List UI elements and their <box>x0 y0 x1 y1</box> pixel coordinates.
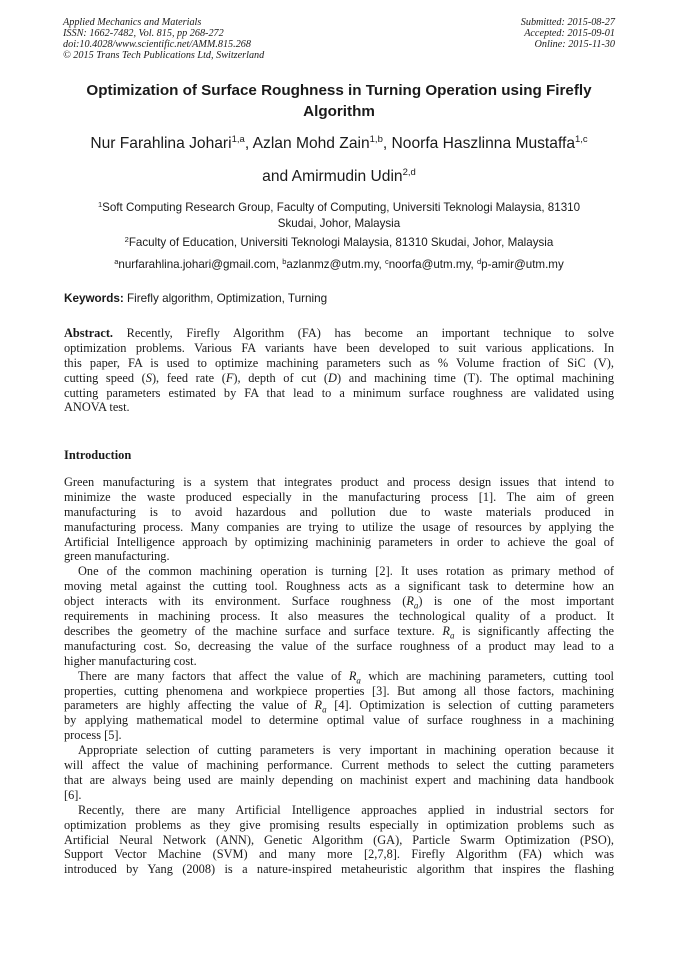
keywords-text: Firefly algorithm, Optimization, Turning <box>127 292 328 305</box>
journal-copyright: © 2015 Trans Tech Publications Ltd, Switzerland <box>63 50 265 61</box>
body-line: green manufacturing. <box>64 549 170 564</box>
body-line: Appropriate selection of cutting parameters is very important in machining operation because it <box>78 743 614 758</box>
affiliation-mark: 1 <box>97 200 103 209</box>
body-line: ) is one of the most important <box>418 594 614 609</box>
author-affiliation-mark: 1,b <box>369 134 383 145</box>
keywords <box>64 291 614 307</box>
body-line: [4]. Optimization is selection of cutting parameters <box>326 698 614 713</box>
paper-title: Optimization of Surface Roughness in Turning Operation using Firefly Algorithm <box>86 82 592 120</box>
author-name: Nur Farahlina Johari <box>90 135 232 152</box>
body-line: One of the common machining operation is turning [2]. It uses rotation as primary method of <box>78 564 614 579</box>
body-line: Artificial Neural Network (ANN), Genetic Algorithm (GA), Particle Swarm Optimization (PSO), <box>64 832 614 847</box>
submitted-date: Submitted: 2015-08-27 <box>520 17 615 28</box>
accepted-date: Accepted: 2015-09-01 <box>524 28 615 39</box>
email-mark: b <box>282 257 287 266</box>
author-name: Azlan Mohd Zain <box>252 135 370 152</box>
body-line: by applying mathematical model to determine optimal value of surface roughness in a machining <box>64 713 614 728</box>
affiliation-text: Skudai, Johor, Malaysia <box>277 217 401 230</box>
symbol: S <box>145 370 152 385</box>
affiliation-2 <box>64 235 614 251</box>
symbol: R <box>442 623 450 638</box>
symbol: F <box>225 370 234 385</box>
email-link[interactable]: noorfa@utm.my <box>388 258 471 271</box>
abstract-label: Abstract. <box>64 326 114 340</box>
abstract-text: Recently, Firefly Algorithm (FA) has become an important technique to solve <box>126 326 614 340</box>
symbol: R <box>314 698 323 713</box>
body-line: higher manufacturing cost. <box>64 653 197 668</box>
body-line: is significantly affecting the <box>454 623 614 638</box>
body-line: manufacturing is to avoid hazardous and pollution due to waste materials produced in <box>64 504 614 519</box>
body-line: will affect the value of machining performance. Current methods to select the cutting parameters <box>64 758 614 773</box>
body-line: that are always being used are mainly depending on machinist expert and machining data handbook <box>64 772 614 787</box>
submission-dates <box>521 17 615 50</box>
journal-name: Applied Mechanics and Materials <box>63 17 202 28</box>
intro-paragraph-3 <box>64 669 614 743</box>
author-affiliation-mark: 2,d <box>402 167 416 178</box>
journal-header <box>63 17 264 61</box>
symbol: D <box>328 370 337 385</box>
body-line: optimization problems as they give promising results especially in optimization problems such as <box>64 817 614 832</box>
body-line: Recently, there are many Artificial Intelligence approaches applied in industrial sectors for <box>78 802 614 817</box>
affiliation-mark: 2 <box>124 235 129 244</box>
body-line: [6]. <box>64 787 82 802</box>
email-link[interactable]: p-amir@utm.my <box>481 258 564 271</box>
body-line: which are machining parameters, cutting tool <box>360 668 614 683</box>
abstract-text: ), feed rate ( <box>151 370 226 385</box>
intro-paragraph-4 <box>64 743 614 803</box>
section-heading-introduction: Introduction <box>64 448 132 462</box>
symbol-subscript: a <box>413 600 419 610</box>
symbol: R <box>348 668 357 683</box>
author-list-line-1: Nur Farahlina Johari$^{1,a}$, Azlan Mohd Zain$^{1,b}$, Noorfa Haszlinna Mustaffa$^{1,c}$ <box>90 134 588 152</box>
author-list-line-2 <box>40 167 638 187</box>
email-link[interactable]: nurfarahlina.johari@gmail.com <box>118 258 276 271</box>
keywords-label: Keywords: <box>64 292 124 305</box>
journal-doi: doi:10.4028/www.scientific.net/AMM.815.268 <box>63 39 251 50</box>
body-line: properties, cutting phenomena and workpiece properties [3]. But among all those factors, machining <box>64 683 614 698</box>
abstract-text: ANOVA test. <box>64 400 130 415</box>
author-name: Noorfa Haszlinna Mustaffa <box>391 135 575 152</box>
journal-issn: ISSN: 1662-7482, Vol. 815, pp 268-272 <box>63 28 224 39</box>
symbol: R <box>406 594 414 609</box>
intro-paragraph-2 <box>64 564 614 668</box>
author-affiliation-mark: 1,c <box>575 134 588 145</box>
intro-paragraph-5 <box>64 803 614 877</box>
body-line: describes the geometry of the machine surface and surface texture. <box>64 623 443 638</box>
symbol-subscript: a <box>449 630 455 639</box>
abstract-text: this paper, FA is used to optimize machining parameters such as % Volume fraction of SiC (V), <box>64 355 614 370</box>
abstract-text: ), depth of cut ( <box>233 370 329 385</box>
body-line: There are many factors that affect the value of <box>78 668 349 683</box>
symbol-subscript: a <box>322 704 327 714</box>
affiliation-text: Faculty of Education, Universiti Teknologi Malaysia, 81310 Skudai, Johor, Malaysia <box>128 236 554 249</box>
author-affiliation-mark: 1,a <box>231 134 245 145</box>
author-emails: $^a$nurfarahlina.johari@gmail.com, $^b$azlanmz@utm.my, $^c$noorfa@utm.my, $^d$p-amir@utm.my <box>114 257 564 271</box>
online-date: Online: 2015-11-30 <box>534 39 615 50</box>
author-name: Amirmudin Udin <box>291 168 403 185</box>
abstract-text: cutting parameters estimated by FA that lead to a minimum surface roughness are validated using <box>64 385 614 400</box>
affiliation-text: Soft Computing Research Group, Faculty of Computing, Universiti Teknologi Malaysia, 81310 <box>102 201 581 214</box>
affiliation-1 <box>64 200 614 232</box>
intro-paragraph-1 <box>64 475 614 564</box>
body-line: requirements in machining process. It also measures the technological quality of a product. It <box>64 609 614 624</box>
body-line: parameters are highly affecting the value of <box>64 698 315 713</box>
body-line: manufacturing process. Many companies are trying to utilize the usage of resources by applying the <box>64 519 614 534</box>
body-line: object interacts with its environment. Surface roughness ( <box>64 594 407 609</box>
abstract <box>64 326 614 415</box>
symbol-subscript: a <box>356 675 361 684</box>
abstract-text: ) and machining time (T). The optimal machining <box>336 370 614 385</box>
email-mark: a <box>114 257 119 266</box>
email-link[interactable]: azlanmz@utm.my <box>286 258 379 271</box>
author-conjunction: and <box>262 168 289 185</box>
email-mark: d <box>476 257 482 266</box>
abstract-text: cutting speed ( <box>64 370 146 385</box>
body-line: minimize the waste produced especially in the manufacturing process [1]. The aim of green <box>64 489 614 504</box>
body-line: Green manufacturing is a system that integrates product and process design issues that intend to <box>64 475 614 489</box>
email-mark: c <box>384 257 389 266</box>
body-line: process [5]. <box>64 728 122 743</box>
body-line: moving metal against the cutting tool. Roughness acts as a significant task to determine how an <box>64 579 614 594</box>
body-line: introduced by Yang (2008) is a nature-inspired metaheuristic algorithm that inspires the flashing <box>64 862 614 877</box>
abstract-text: optimization problems. Various FA variants have been developed to suit various applications. In <box>64 340 614 355</box>
body-line: manufacturing cost. So, decreasing the value of the surface roughness of a product may lead to a <box>64 638 614 653</box>
body-line: Artificial Intelligence approach by optimizing machininig parameters in order to achieve the goal of <box>64 534 614 549</box>
body-line: Support Vector Machine (SVM) and many more [2,7,8]. Firefly Algorithm (FA) which was <box>64 847 614 862</box>
